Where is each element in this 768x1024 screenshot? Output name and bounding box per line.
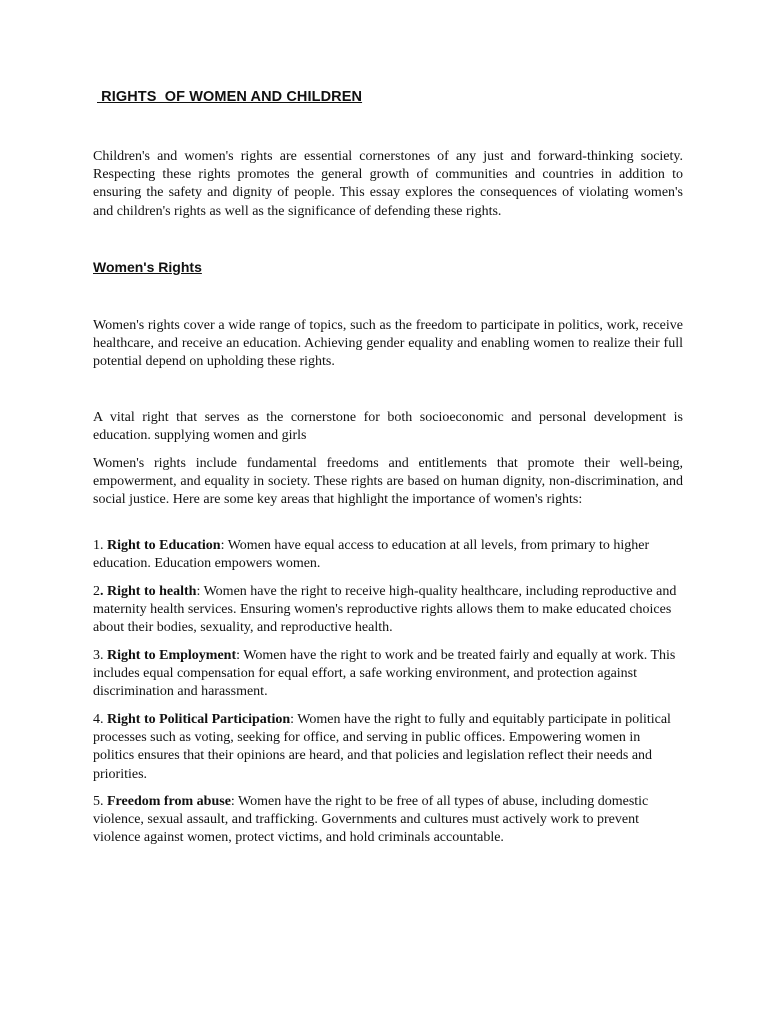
right-item-health [93,583,683,638]
item-term: Right to Employment [107,648,237,663]
right-item-education [93,537,683,573]
item-term: Right to Education [107,538,221,553]
intro-paragraph: Children's and women's rights are essential cornerstones of any just and forward-thinking society. Respecting these rights promotes the general growth of communities and countries in addition to ensuring the safety and dignity of people. This essay explores the consequences of violating women's and children's rights as well as the significance of defending these rights. [93,149,683,219]
item-number: 4. [93,712,107,727]
item-text: : Women have the right to receive high-quality healthcare, including reproductive and maternity health services. Ensuring women's reproductive rights allows them to make educated choices about their bodies, sexuality, and reproductive health. [93,584,677,636]
item-text: : Women have the right to work and be treated fairly and equally at work. This includes equal compensation for equal effort, a safe working environment, and protection against discrimination and harassment. [93,648,676,700]
item-number: 3. [93,648,107,663]
item-text: : Women have equal access to education at all levels, from primary to higher education. Education empowers women. [93,538,650,572]
right-item-employment [93,647,683,702]
right-item-freedom-from-abuse [93,793,683,848]
item-number: 2 [93,584,100,599]
section-heading-womens-rights: Women's Rights [93,259,202,275]
item-term: Right to Political Participation [107,712,291,727]
item-term: Freedom from abuse [107,794,231,809]
item-text: : Women have the right to fully and equitably participate in political processes such as voting, seeking for office, and serving in public offices. Empowering women in politics ensures that their opinions are heard, and that policies and legislation reflect their needs and priorities. [93,712,671,782]
womens-rights-paragraph-1: Women's rights cover a wide range of topics, such as the freedom to participate in politics, work, receive healthcare, and receive an education. Achieving gender equality and enabling women to realize their full potential depend on upholding these rights. [93,318,683,370]
item-number: 5. [93,794,107,809]
item-text: : Women have the right to be free of all types of abuse, including domestic violence, sexual assault, and trafficking. Governments and cultures must actively work to prevent violence against women, protect victims, and hold criminals accountable. [93,794,649,846]
document-title: RIGHTS OF WOMEN AND CHILDREN [97,89,363,105]
womens-rights-paragraph-3: Women's rights include fundamental freedoms and entitlements that promote their well-being, empowerment, and equality in society. These rights are based on human dignity, non-discrimination, and social justice. Here are some key areas that highlight the importance of women's rights: [93,456,683,508]
item-term: . Right to health [100,584,197,599]
womens-rights-paragraph-2: A vital right that serves as the cornerstone for both socioeconomic and personal development is education. supplying women and girls [93,410,683,444]
right-item-political-participation [93,711,683,784]
item-number: 1. [93,538,107,553]
